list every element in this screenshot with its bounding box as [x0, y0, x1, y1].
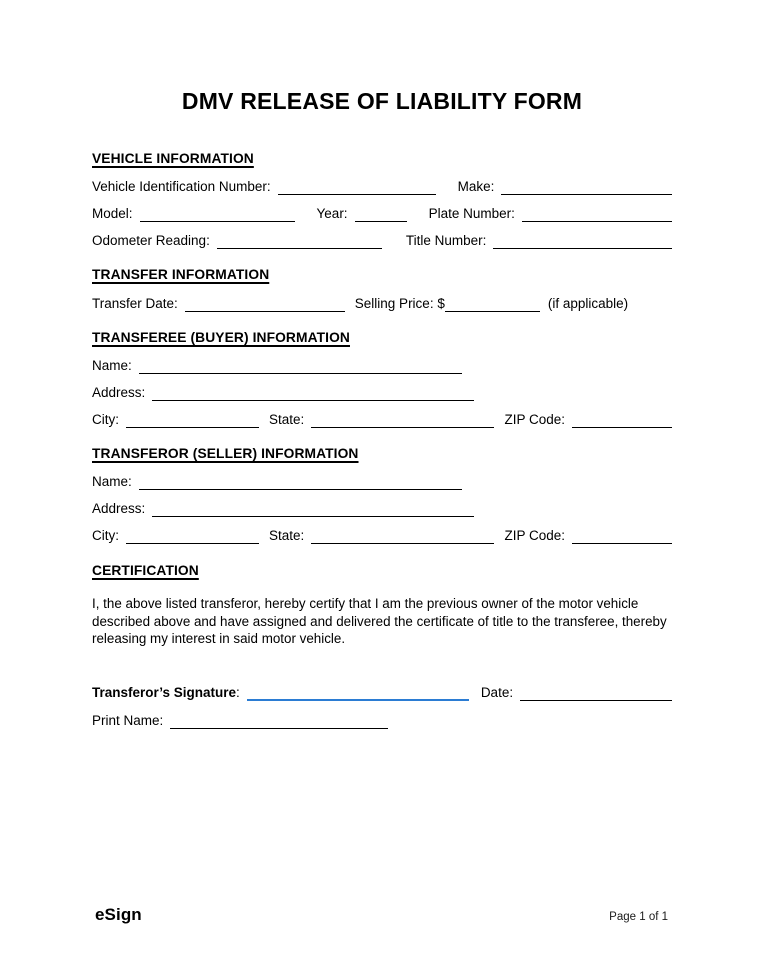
transfer-date-field-line[interactable] — [185, 296, 345, 312]
seller-name-row — [92, 473, 672, 490]
plate-number-label: Plate Number: — [428, 206, 515, 221]
buyer-name-field-line[interactable] — [139, 358, 462, 374]
print-name-row — [92, 712, 672, 729]
transfer-row — [92, 295, 672, 312]
seller-zip-label: ZIP Code: — [504, 528, 565, 543]
make-field-line[interactable] — [501, 179, 672, 195]
buyer-state-field-line[interactable] — [311, 412, 494, 428]
selling-price-label: Selling Price: $ — [354, 296, 445, 311]
section-heading-transfer: TRANSFER INFORMATION — [92, 267, 270, 282]
print-name-field-line[interactable] — [170, 713, 388, 729]
vehicle-row-model-year-plate — [92, 205, 672, 222]
title-number-label: Title Number: — [405, 233, 487, 248]
buyer-name-row — [92, 357, 672, 374]
signature-row — [92, 684, 672, 701]
buyer-address-row — [92, 384, 672, 401]
vehicle-row-odometer-title — [92, 232, 672, 249]
model-field-line[interactable] — [140, 206, 295, 222]
buyer-name-label: Name: — [92, 358, 132, 373]
seller-name-label: Name: — [92, 474, 132, 489]
signature-field-line[interactable] — [247, 684, 469, 701]
seller-city-label: City: — [92, 528, 119, 543]
transferor-signature-label: Transferor’s Signature — [92, 684, 237, 700]
make-label: Make: — [457, 179, 495, 194]
seller-city-field-line[interactable] — [126, 528, 259, 544]
section-heading-buyer: TRANSFEREE (BUYER) INFORMATION — [92, 330, 350, 345]
seller-city-state-zip-row — [92, 527, 672, 544]
transferor-signature-colon: : — [236, 684, 240, 700]
plate-number-field-line[interactable] — [522, 206, 672, 222]
seller-address-field-line[interactable] — [152, 501, 474, 517]
vin-field-line[interactable] — [278, 179, 436, 195]
buyer-city-label: City: — [92, 412, 119, 427]
seller-state-field-line[interactable] — [311, 528, 494, 544]
page-indicator: Page 1 of 1 — [609, 911, 668, 923]
certification-statement: I, the above listed transferor, hereby certify that I am the previous owner of the motor vehicle described above and have assigned and delivered the certificate of title to the transferee, thereby releasing my interest in said motor vehicle. — [92, 596, 667, 646]
seller-address-label: Address: — [92, 501, 146, 516]
seller-zip-field-line[interactable] — [572, 528, 672, 544]
selling-price-field-line[interactable] — [445, 296, 540, 312]
title-number-field-line[interactable] — [493, 233, 672, 249]
year-label: Year: — [316, 206, 348, 221]
year-field-line[interactable] — [355, 206, 407, 222]
esign-logo: eSign — [95, 905, 142, 924]
vehicle-row-vin-make — [92, 178, 672, 195]
form-title: DMV RELEASE OF LIABILITY FORM — [181, 88, 583, 114]
buyer-state-label: State: — [269, 412, 305, 427]
seller-state-label: State: — [269, 528, 305, 543]
buyer-city-state-zip-row — [92, 411, 672, 428]
buyer-address-label: Address: — [92, 385, 146, 400]
section-heading-seller: TRANSFEROR (SELLER) INFORMATION — [92, 446, 359, 461]
signature-date-field-line[interactable] — [520, 685, 672, 701]
model-label: Model: — [92, 206, 133, 221]
buyer-zip-label: ZIP Code: — [504, 412, 565, 427]
buyer-zip-field-line[interactable] — [572, 412, 672, 428]
seller-address-row — [92, 500, 672, 517]
vin-label: Vehicle Identification Number: — [92, 179, 271, 194]
print-name-label: Print Name: — [92, 712, 164, 728]
buyer-address-field-line[interactable] — [152, 385, 474, 401]
buyer-city-field-line[interactable] — [126, 412, 259, 428]
section-heading-certification: CERTIFICATION — [92, 563, 199, 578]
odometer-label: Odometer Reading: — [92, 233, 210, 248]
section-heading-vehicle: VEHICLE INFORMATION — [92, 151, 254, 166]
transfer-date-label: Transfer Date: — [92, 296, 178, 311]
if-applicable-note: (if applicable) — [547, 296, 629, 311]
odometer-field-line[interactable] — [217, 233, 382, 249]
signature-date-label: Date: — [480, 684, 514, 700]
seller-name-field-line[interactable] — [139, 474, 462, 490]
